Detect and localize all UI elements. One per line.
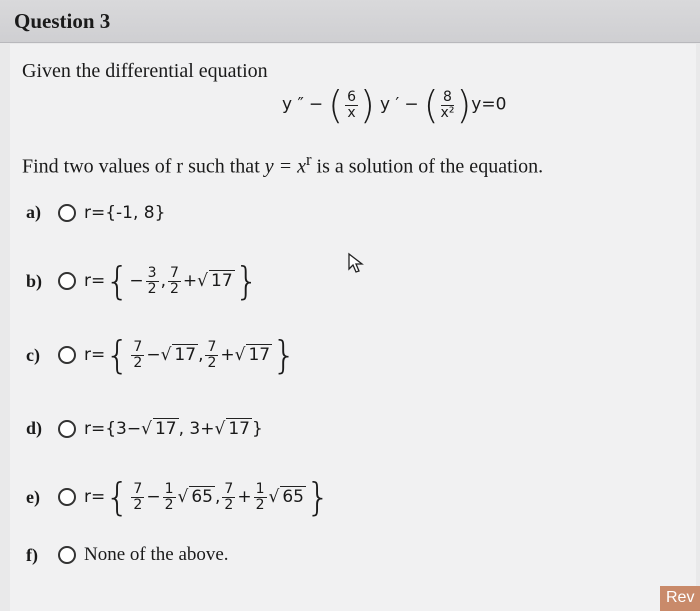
option-e[interactable]: e) r={ $\frac{7}{2}$ − $\frac{1}{2}$ √ 65 , $\frac{7}{2}$ + $\frac{1}{2}$ √ 65} [26, 475, 331, 519]
question-panel [10, 44, 696, 611]
option-f[interactable]: f) None of the above. [26, 544, 229, 565]
mouse-pointer-icon [347, 252, 365, 274]
option-b[interactable]: b) r={− $\frac{3}{2}$ , $\frac{7}{2}$ +√ 17} [26, 259, 259, 303]
find-instruction: Find two values of r such that $y = x^r$ is a solution of the equation. [22, 150, 544, 178]
radio-button[interactable] [58, 346, 76, 364]
radio-button[interactable] [58, 488, 76, 506]
option-d[interactable]: d) r={3−√ 17 , 3+√ 17 } [26, 418, 263, 439]
option-a[interactable]: a) r={-1, 8} [26, 202, 166, 223]
question-header [0, 0, 700, 43]
question-prompt: Given the differential equation [22, 60, 268, 82]
radio-button[interactable] [58, 272, 76, 290]
differential-equation: y ″ − ( $\frac{6}{x}$ ) y ′ − ( $\frac{8}{\text{x²}}$ )y=0 [282, 83, 507, 127]
option-c[interactable]: c) r={ $\frac{7}{2}$ −√ 17 , $\frac{7}{2}$ +√ 17} [26, 333, 297, 377]
radio-button[interactable] [58, 546, 76, 564]
review-button[interactable]: Rev [660, 586, 700, 611]
radio-button[interactable] [58, 420, 76, 438]
radio-button[interactable] [58, 204, 76, 222]
question-title: Question 3 [14, 9, 111, 33]
